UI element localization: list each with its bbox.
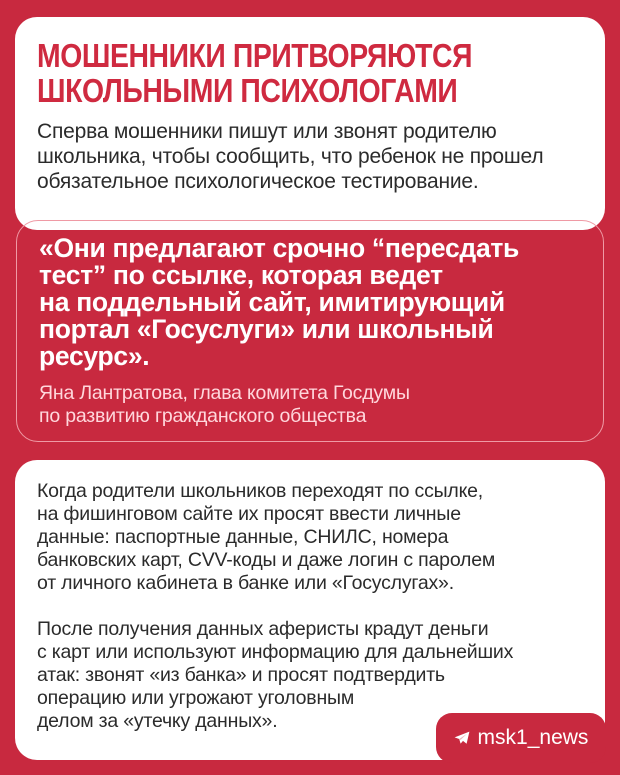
paragraph-line: банковских карт, CVV-коды и даже логин с паролем	[37, 549, 496, 571]
quote-line: ресурс».	[39, 341, 150, 371]
details-paragraph-1	[37, 480, 587, 595]
paragraph-line: атак: звонят «из банка» и просят подтвердить	[37, 664, 445, 686]
quote-block	[16, 220, 604, 442]
telegram-icon	[454, 731, 470, 745]
paragraph-line: После получения данных аферисты крадут деньги	[37, 618, 489, 640]
paragraph-line: делом за «утечку данных».	[37, 710, 278, 732]
quote-line: тест” по ссылке, которая ведет	[39, 260, 443, 290]
intro-line: обязательное психологическое тестирование.	[37, 170, 479, 193]
headline-card	[15, 17, 605, 230]
channel-badge[interactable]	[436, 713, 606, 763]
intro-line: школьника, чтобы сообщить, что ребенок не прошел	[37, 145, 544, 168]
author-line: по развитию гражданского общества	[39, 405, 367, 427]
channel-handle: msk1_news	[477, 726, 589, 749]
quote-line: «Они предлагают срочно “пересдать	[39, 233, 520, 263]
intro-line: Сперва мошенники пишут или звонят родителю	[37, 120, 497, 143]
title-line: МОШЕННИКИ ПРИТВОРЯЮТСЯ	[37, 37, 473, 74]
paragraph-line: операцию или угрожают уголовным	[37, 687, 355, 709]
paragraph-line: Когда родители школьников переходят по ссылке,	[37, 480, 484, 502]
author-line: Яна Лантратова, глава комитета Госдумы	[39, 382, 410, 404]
quote-author	[39, 382, 583, 428]
intro-text	[37, 119, 585, 194]
title-line: ШКОЛЬНЫМИ ПСИХОЛОГАМИ	[37, 72, 458, 109]
page-title	[37, 38, 508, 108]
quote-text	[39, 235, 583, 370]
quote-line: портал «Госуслуги» или школьный	[39, 314, 494, 344]
paragraph-line: от личного кабинета в банке или «Госуслугах».	[37, 572, 454, 594]
quote-line: на поддельный сайт, имитирующий	[39, 287, 505, 317]
paragraph-line: данные: паспортные данные, СНИЛС, номера	[37, 526, 449, 548]
paragraph-line: на фишинговом сайте их просят ввести личные	[37, 503, 461, 525]
paragraph-line: с карт или используют информацию для дальнейших	[37, 641, 514, 663]
